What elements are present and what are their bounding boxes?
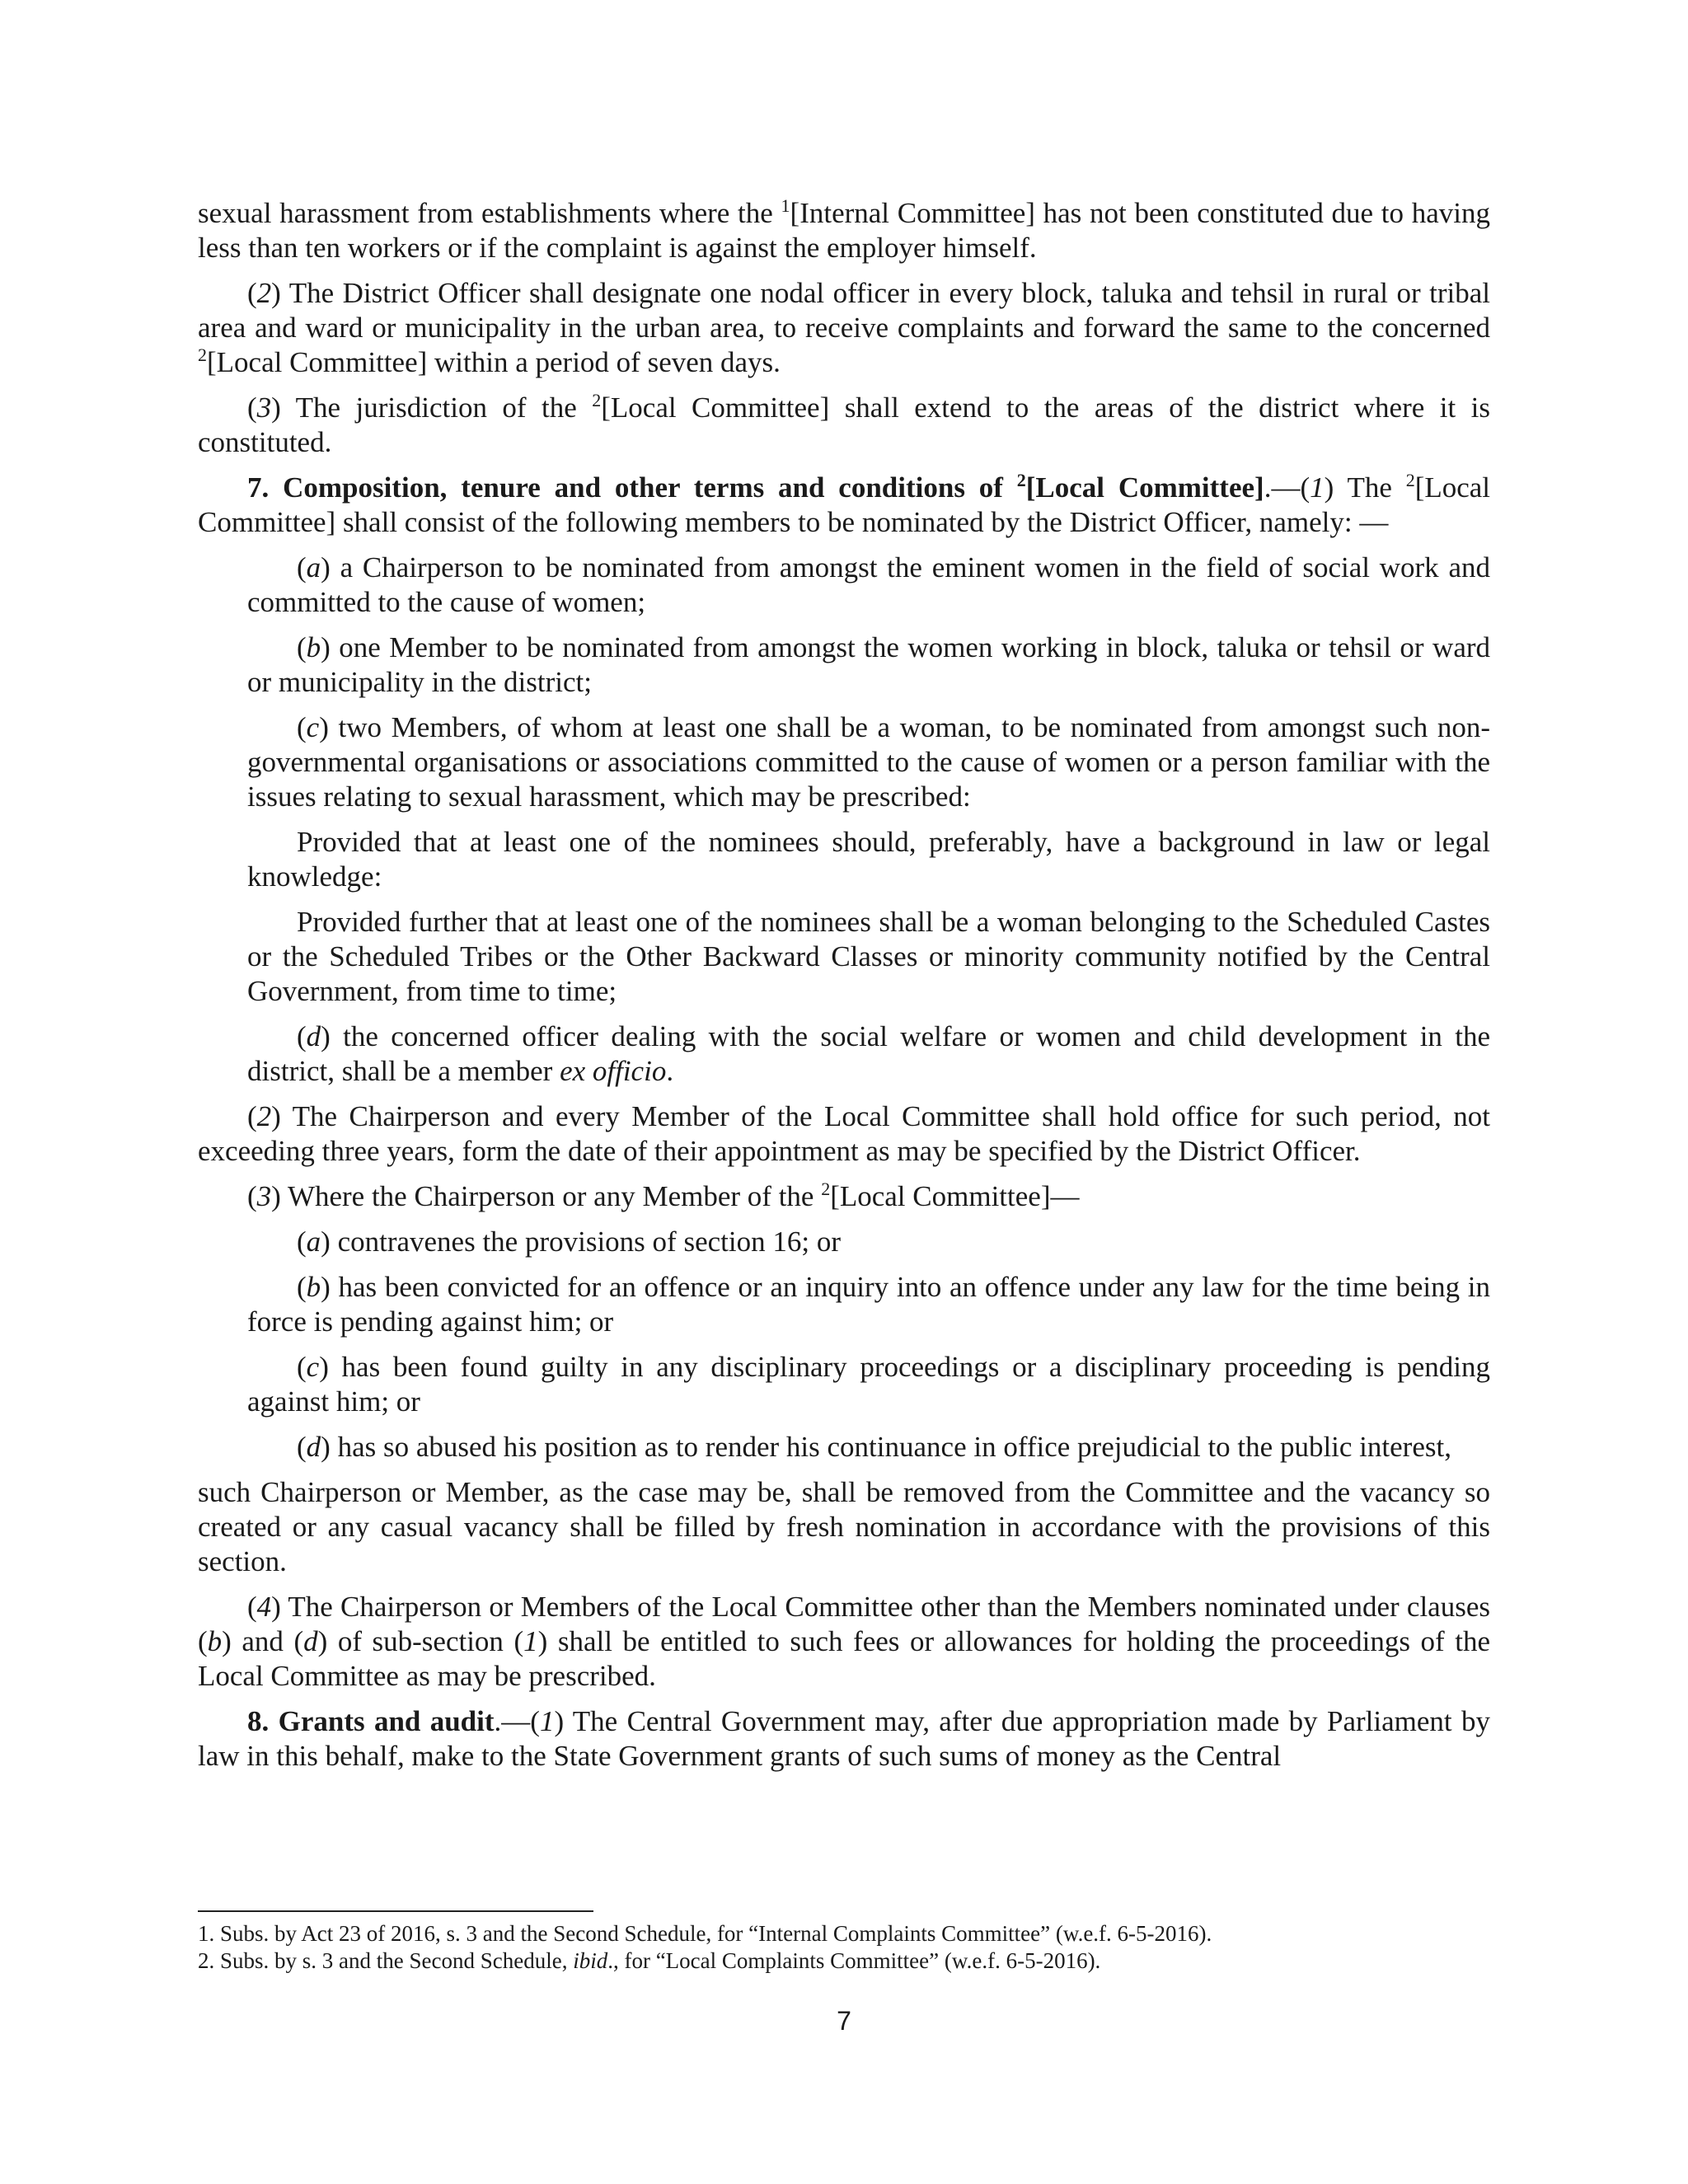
text: a Chairperson to be nominated from amongst the eminent women in the field of social work and committed to the cause of women; [247, 551, 1490, 618]
subsection-7-2: (2) The Chairperson and every Member of the Local Committee shall hold office for such period, not exceeding three years, form the date of their appointment as may be specified by the District Officer. [198, 1100, 1490, 1167]
section-7-heading-paragraph [198, 471, 1490, 540]
continued-paragraph [198, 196, 1490, 265]
text: the concerned officer dealing with the social welfare or women and child development in the district, shall be a member [247, 1020, 1491, 1087]
text: has so abused his position as to render his continuance in office prejudicial to the public interest, [337, 1431, 1451, 1463]
text: The Chairperson and every Member of the Local Committee shall hold office for such period, not exceeding three years, form the date of their appointment as may be specified by the District Officer. [198, 1100, 1490, 1167]
text: The Chairperson or Members of the Local Committee other than the Members nominated under clauses ( [198, 1591, 1490, 1657]
text: Where the Chairperson or any Member of the [287, 1180, 822, 1212]
heading-text: [Local Committee] [1025, 471, 1264, 504]
body-text [198, 196, 1490, 1784]
clause-label: a [306, 1226, 321, 1258]
clause-label: c [306, 1351, 320, 1383]
subsection-7-3: (3) Where the Chairperson or any Member of the $^2$[Local Committee]— [247, 1179, 1080, 1212]
text: ) shall be entitled to such fees or allowances for holding the proceedings of the Local Committee as may be prescribed. [198, 1625, 1490, 1692]
page-number: 7 [837, 2006, 851, 2036]
text: [Local Committee]— [830, 1180, 1080, 1212]
footnote-ref-2: 2 [1405, 470, 1415, 490]
clause-7-3-d: (d) has so abused his position as to render his continuance in office prejudicial to the public interest, [297, 1431, 1451, 1463]
subsection-number: 3 [256, 391, 272, 424]
text: sexual harassment from establishments where the [198, 197, 781, 229]
subsection-number: 1 [523, 1625, 538, 1657]
text: one Member to be nominated from amongst the women working in block, taluka or tehsil or ward or municipality in the district; [247, 631, 1491, 698]
footnote-ref-2: 2 [821, 1179, 831, 1199]
footnote-ref-1: 1 [781, 195, 790, 216]
clause-label: d [303, 1625, 318, 1657]
subsection-6-3: (3) The jurisdiction of the $^2$[Local Committee] shall extend to the areas of the district where it is constituted. [198, 390, 1490, 458]
text: .—( [1264, 471, 1311, 504]
clause-7-1-c: (c) two Members, of whom at least one shall be a woman, to be nominated from amongst such non-governmental organisations or associations committed to the cause of women or a person familiar with the issues relating to sexual harassment, which may be prescribed: [247, 711, 1491, 813]
footnote-ref-2: 2 [198, 344, 207, 365]
text: [Local Committee] shall extend to the areas of the district where it is constituted. [198, 391, 1490, 458]
footnote-ref-2: 2 [592, 390, 602, 410]
clause-label: b [306, 631, 321, 663]
italic-text: ex officio [560, 1055, 667, 1087]
text: . [666, 1055, 674, 1087]
text: has been found guilty in any disciplinary proceedings or a disciplinary proceeding is pending against him; or [247, 1351, 1491, 1418]
clause-7-3-b: (b) has been convicted for an offence or an inquiry into an offence under any law for the time being in force is pending against him; or [247, 1271, 1490, 1338]
footnotes [198, 1920, 1490, 1975]
text: [Local Committee] shall consist of the following members to be nominated by the District Officer, namely: — [198, 471, 1491, 538]
subsection-7-4: (4) The Chairperson or Members of the Local Committee other than the Members nominated under clauses (b) and (d) of sub-section (1) shall be entitled to such fees or allowances for holding the proceedings of the Local Committee as may be prescribed. [198, 1591, 1490, 1692]
subsection-number: 2 [256, 277, 272, 309]
clause-label: d [306, 1431, 321, 1463]
text: .—( [494, 1705, 540, 1737]
proviso-1: Provided that at least one of the nominees should, preferably, have a background in law or legal knowledge: [247, 826, 1490, 893]
heading-text: 7. Composition, tenure and other terms and conditions of [247, 471, 1017, 504]
footnote-1: 1. Subs. by Act 23 of 2016, s. 3 and the Second Schedule, for “Internal Complaints Committee” (w.e.f. 6-5-2016). [198, 1921, 1212, 1946]
clause-7-1-a: (a) a Chairperson to be nominated from amongst the eminent women in the field of social work and committed to the cause of women; [247, 551, 1490, 618]
clause-7-3-c: (c) has been found guilty in any disciplinary proceedings or a disciplinary proceeding is pending against him; or [247, 1351, 1491, 1418]
italic-text: ibid [573, 1948, 608, 1973]
text: ) The [1324, 471, 1406, 504]
text: [Internal Committee] has not been constituted due to having less than ten workers or if the complaint is against the employer himself. [198, 197, 1490, 264]
footnote-separator [198, 1910, 593, 1912]
clause-label: d [306, 1020, 321, 1052]
subsection-number: 4 [256, 1591, 272, 1623]
text: ) The Central Government may, after due appropriation made by Parliament by law in this behalf, make to the State Government grants of such sums of money as the Central [198, 1705, 1490, 1772]
section-8-paragraph [198, 1704, 1490, 1774]
subsection-number: 1 [539, 1705, 555, 1737]
subsection-number: 2 [256, 1100, 272, 1132]
text: [Local Committee] within a period of seven days. [207, 346, 781, 378]
subsection-7-3-tail: such Chairperson or Member, as the case may be, shall be removed from the Committee and the vacancy so created or any casual vacancy shall be filled by fresh nomination in accordance with the provisions of this section. [198, 1476, 1490, 1577]
clause-label: b [306, 1271, 321, 1303]
text: has been convicted for an offence or an inquiry into an offence under any law for the time being in force is pending against him; or [247, 1271, 1490, 1338]
footnote-2 [198, 1947, 1490, 1975]
proviso-2: Provided further that at least one of the nominees shall be a woman belonging to the Scheduled Castes or the Scheduled Tribes or the Other Backward Classes or minority community notified by the Central Government, from time to time; [247, 906, 1490, 1007]
text: two Members, of whom at least one shall be a woman, to be nominated from amongst such non-governmental organisations or associations committed to the cause of women or a person familiar with the issues relating to sexual harassment, which may be prescribed: [247, 711, 1491, 813]
clause-label: a [306, 551, 321, 583]
section-7-heading [247, 471, 1264, 504]
clause-7-1-b: (b) one Member to be nominated from amongst the women working in block, taluka or tehsil or ward or municipality in the district; [247, 631, 1491, 698]
text: The jurisdiction of the [295, 391, 593, 424]
text: ) and ( [222, 1625, 304, 1657]
clause-7-1-d: (d) the concerned officer dealing with the social welfare or women and child development in the district, shall be a member ex officio. [247, 1020, 1491, 1087]
subsection-number: 3 [256, 1180, 272, 1212]
text: ) of sub-section ( [317, 1625, 524, 1657]
text: 2. Subs. by s. 3 and the Second Schedule, [198, 1948, 574, 1973]
subsection-6-2: (2) The District Officer shall designate one nodal officer in every block, taluka and tehsil in rural or tribal area and ward or municipality in the urban area, to receive complaints and forward the same to the concerned $^2$[Local Committee] within a period of seven days. [198, 277, 1490, 378]
text: contravenes the provisions of section 16; or [337, 1226, 841, 1258]
clause-label: c [306, 711, 320, 743]
footnote-ref-2: 2 [1016, 470, 1026, 490]
clause-label: b [207, 1625, 223, 1657]
text: ., for “Local Complaints Committee” (w.e.f. 6-5-2016). [607, 1948, 1101, 1973]
clause-7-3-a: (a) contravenes the provisions of section 16; or [297, 1226, 841, 1258]
subsection-number: 1 [1310, 471, 1325, 504]
text: The District Officer shall designate one nodal officer in every block, taluka and tehsil in rural or tribal area and ward or municipality in the urban area, to receive complaints and forward the same to the concerned [198, 277, 1490, 344]
section-8-heading: 8. Grants and audit [247, 1705, 495, 1737]
